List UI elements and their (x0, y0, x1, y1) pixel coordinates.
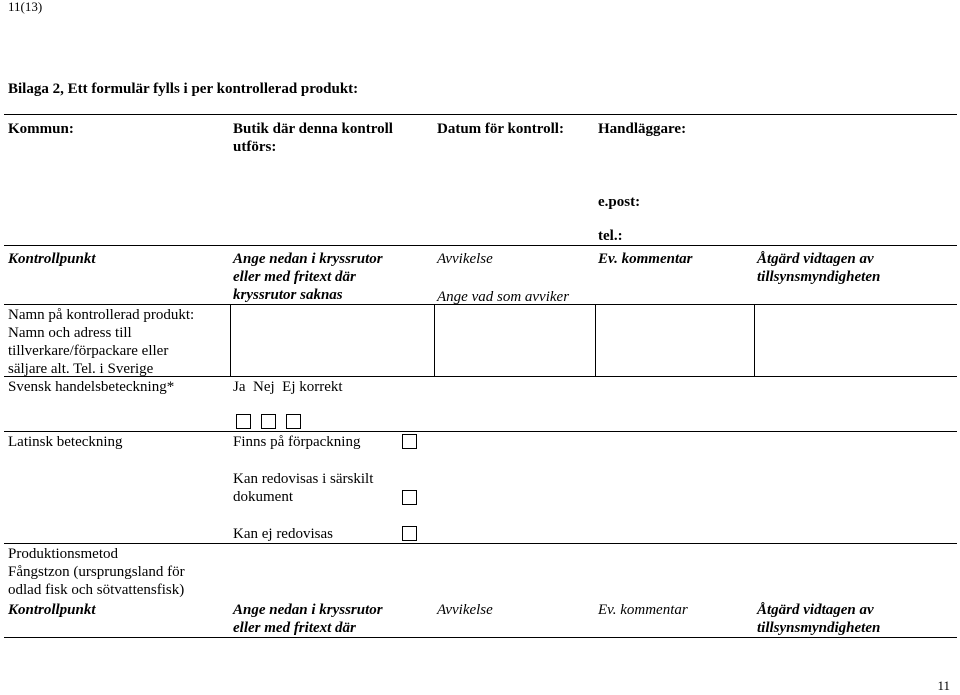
datum-label: Datum för kontroll: (437, 121, 564, 137)
butik-label-line2: utförs: (233, 139, 277, 155)
ej-korrekt-checkbox[interactable] (286, 414, 301, 429)
handelsbeteckning-label: Svensk handelsbeteckning* (8, 379, 175, 395)
atgard-header2-line2: tillsynsmyndigheten (757, 620, 881, 636)
ange-header2-line2: eller med fritext där (233, 620, 356, 636)
form-title: Bilaga 2, Ett formulär fylls i per kontrollerad produkt: (8, 81, 359, 97)
avvikelse-header-2: Avvikelse (437, 602, 493, 618)
ange-header-line3: kryssrutor saknas (233, 287, 343, 303)
namn-adress-line2: tillverkare/förpackare eller (8, 343, 169, 359)
avvikelse-header: Avvikelse (437, 251, 493, 267)
divider (4, 114, 957, 115)
namn-adress-line1: Namn och adress till (8, 325, 132, 341)
ja-nej-label: Ja Nej Ej korrekt (233, 379, 343, 395)
butik-label-line1: Butik där denna kontroll (233, 121, 393, 137)
ange-header2-line1: Ange nedan i kryssrutor (233, 602, 383, 618)
divider (4, 304, 957, 305)
ja-checkbox[interactable] (236, 414, 251, 429)
epost-label: e.post: (598, 194, 641, 210)
divider (4, 245, 957, 246)
handlaggare-label: Handläggare: (598, 121, 687, 137)
col-divider (754, 304, 755, 376)
kan-ej-label: Kan ej redovisas (233, 526, 333, 542)
ange-header-line2: eller med fritext där (233, 269, 356, 285)
kontrollpunkt-header: Kontrollpunkt (8, 251, 96, 267)
latinsk-label: Latinsk beteckning (8, 434, 123, 450)
nej-checkbox[interactable] (261, 414, 276, 429)
atgard-header-line1: Åtgärd vidtagen av (757, 251, 874, 267)
ange-vad-header: Ange vad som avviker (437, 289, 570, 305)
ange-header-line1: Ange nedan i kryssrutor (233, 251, 383, 267)
atgard-header2-line1: Åtgärd vidtagen av (757, 602, 874, 618)
kommun-label: Kommun: (8, 121, 74, 137)
kan-redovisas-line2: dokument (233, 489, 293, 505)
kommentar-header-2: Ev. kommentar (598, 602, 688, 618)
tel-label: tel.: (598, 228, 623, 244)
kan-redovisas-checkbox[interactable] (402, 490, 417, 505)
finns-checkbox[interactable] (402, 434, 417, 449)
fangstzon-line2: odlad fisk och sötvattensfisk) (8, 582, 185, 598)
atgard-header-line2: tillsynsmyndigheten (757, 269, 881, 285)
produktionsmetod-label: Produktionsmetod (8, 546, 119, 562)
kan-ej-checkbox[interactable] (402, 526, 417, 541)
namn-produkt-label: Namn på kontrollerad produkt: (8, 307, 195, 323)
kontrollpunkt-header-2: Kontrollpunkt (8, 602, 96, 618)
divider (4, 431, 957, 432)
kan-redovisas-line1: Kan redovisas i särskilt (233, 471, 374, 487)
col-divider (595, 304, 596, 376)
page-header: 11(13) (8, 0, 43, 14)
divider (4, 637, 957, 638)
fangstzon-line1: Fångstzon (ursprungsland för (8, 564, 185, 580)
col-divider (230, 304, 231, 376)
finns-label: Finns på förpackning (233, 434, 361, 450)
page-number: 11 (937, 678, 950, 693)
kommentar-header: Ev. kommentar (598, 251, 693, 267)
divider (4, 543, 957, 544)
namn-adress-line3: säljare alt. Tel. i Sverige (8, 361, 154, 377)
col-divider (434, 304, 435, 376)
